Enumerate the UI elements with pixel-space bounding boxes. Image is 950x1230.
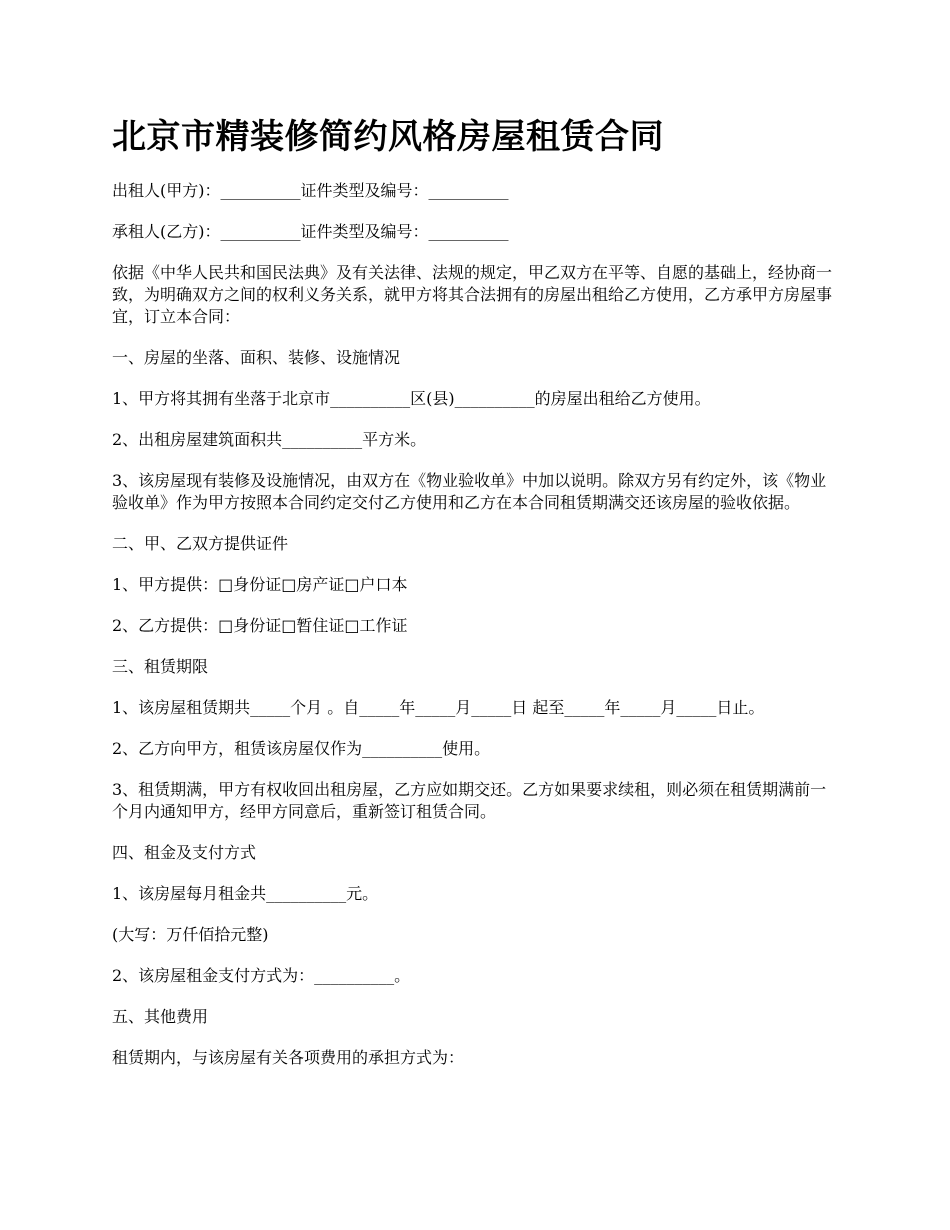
- clause-4-1: 1、该房屋每月租金共__________元。: [112, 884, 379, 903]
- section-heading-1: 一、房屋的坐落、面积、装修、设施情况: [112, 348, 401, 367]
- preamble-paragraph: 依据《中华人民共和国民法典》及有关法律、法规的规定，甲乙双方在平等、自愿的基础上，经协商一致，为明确双方之间的权利义务关系，就甲方将其合法拥有的房屋出租给乙方使用，乙方承甲方房屋事宜，订立本合同：: [112, 263, 833, 326]
- clause-1-1: 1、甲方将其拥有坐落于北京市__________区(县)__________的房屋出租给乙方使用。: [112, 389, 711, 408]
- rent-in-words: (大写：万仟佰拾元整): [112, 925, 269, 944]
- clause-4-2: 2、该房屋租金支付方式为：__________。: [112, 966, 411, 985]
- other-fees-intro: 租赁期内，与该房屋有关各项费用的承担方式为：: [112, 1048, 465, 1067]
- section-heading-5: 五、其他费用: [112, 1007, 209, 1026]
- clause-1-2: 2、出租房屋建筑面积共__________平方米。: [112, 430, 427, 449]
- clause-3-1: 1、该房屋租赁期共_____个月 。自_____年_____月_____日 起至_____年_____月_____日止。: [112, 698, 765, 717]
- clause-3-2: 2、乙方向甲方，租赁该房屋仅作为__________使用。: [112, 739, 491, 758]
- clause-2-2: 2、乙方提供：□身份证□暂住证□工作证: [112, 616, 408, 635]
- clause-2-1: 1、甲方提供：□身份证□房产证□户口本: [112, 575, 408, 594]
- clause-3-3: 3、租赁期满，甲方有权收回出租房屋，乙方应如期交还。乙方如果要求续租，则必须在租赁期满前一个月内通知甲方，经甲方同意后，重新签订租赁合同。: [112, 780, 827, 821]
- section-heading-2: 二、甲、乙双方提供证件: [112, 534, 289, 553]
- lessee-line: 承租人(乙方)：__________证件类型及编号：__________: [112, 222, 509, 241]
- lessor-line: 出租人(甲方)：__________证件类型及编号：__________: [112, 181, 509, 200]
- document-title: 北京市精装修简约风格房屋租赁合同: [112, 117, 664, 157]
- section-heading-4: 四、租金及支付方式: [112, 843, 257, 862]
- section-heading-3: 三、租赁期限: [112, 657, 209, 676]
- clause-1-3: 3、该房屋现有装修及设施情况，由双方在《物业验收单》中加以说明。除双方另有约定外，该《物业验收单》作为甲方按照本合同约定交付乙方使用和乙方在本合同租赁期满交还该房屋的验收依据。: [112, 471, 827, 512]
